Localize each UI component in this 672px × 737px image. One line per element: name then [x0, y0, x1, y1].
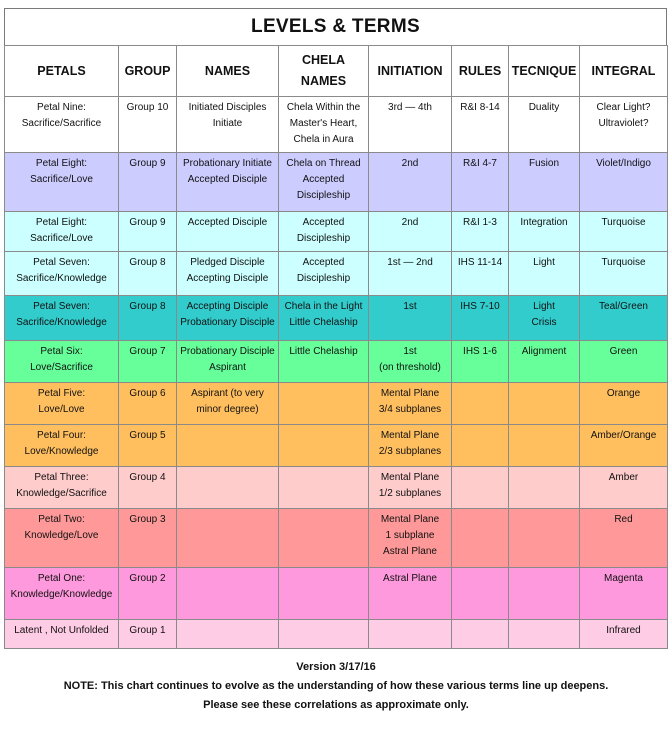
- cell-text: Amber/Orange: [590, 430, 657, 441]
- cell-group: [119, 153, 177, 212]
- cell-group: [119, 467, 177, 509]
- cell-names: [177, 153, 279, 212]
- cell-text: [452, 425, 508, 428]
- cell-rules: [452, 97, 509, 153]
- cell-names: [177, 212, 279, 252]
- cell-text: R&I 8-14: [460, 102, 500, 113]
- footer: [0, 658, 672, 715]
- cell-group: [119, 341, 177, 383]
- cell-group: [119, 568, 177, 620]
- cell-group: [119, 509, 177, 568]
- table-row: [5, 97, 668, 153]
- cell-integral: [580, 568, 668, 620]
- cell-text: Petal Two: Knowledge/Love: [24, 514, 99, 541]
- approx-text: Please see these correlations as approximate only.: [203, 699, 469, 711]
- cell-initiation: [369, 153, 452, 212]
- cell-rules: [452, 341, 509, 383]
- cell-integral: [580, 252, 668, 296]
- cell-tecnique: [509, 568, 580, 620]
- header-row: [5, 46, 668, 97]
- cell-tecnique: [509, 97, 580, 153]
- cell-rules: [452, 620, 509, 649]
- cell-rules: [452, 153, 509, 212]
- cell-text: Violet/Indigo: [596, 158, 651, 169]
- cell-text: [279, 425, 368, 428]
- cell-text: [279, 568, 368, 571]
- cell-rules: [452, 383, 509, 425]
- cell-initiation: [369, 212, 452, 252]
- cell-text: [279, 509, 368, 512]
- cell-integral: [580, 212, 668, 252]
- cell-text: IHS 7-10: [460, 301, 500, 312]
- cell-text: [452, 383, 508, 386]
- cell-group: [119, 212, 177, 252]
- cell-text: Infrared: [606, 625, 641, 636]
- cell-text: Light: [533, 257, 555, 268]
- cell-text: Group 3: [129, 514, 166, 525]
- cell-text: Group 9: [129, 217, 166, 228]
- cell-group: [119, 296, 177, 341]
- cell-tecnique: [509, 153, 580, 212]
- cell-text: Petal Eight: Sacrifice/Love: [30, 217, 93, 244]
- cell-text: [509, 568, 579, 571]
- cell-chela-names: [279, 467, 369, 509]
- cell-text: [509, 383, 579, 386]
- cell-petals: [5, 568, 119, 620]
- cell-petals: [5, 153, 119, 212]
- cell-tecnique: [509, 425, 580, 467]
- cell-text: Petal Five: Love/Love: [37, 388, 86, 415]
- cell-petals: [5, 252, 119, 296]
- cell-group: [119, 252, 177, 296]
- header-integral: INTEGRAL: [580, 46, 668, 97]
- cell-text: [177, 467, 278, 470]
- cell-text: Turquoise: [601, 217, 646, 228]
- cell-text: Turquoise: [601, 257, 646, 268]
- cell-text: Magenta: [604, 573, 643, 584]
- cell-text: Duality: [528, 102, 560, 113]
- cell-text: Mental Plane 3/4 subplanes: [378, 388, 442, 415]
- page-title: LEVELS & TERMS: [4, 8, 667, 46]
- cell-chela-names: [279, 383, 369, 425]
- cell-petals: [5, 425, 119, 467]
- cell-text: Mental Plane 1/2 subplanes: [378, 472, 442, 499]
- cell-tecnique: [509, 252, 580, 296]
- header-chela-names: CHELA NAMES: [279, 46, 369, 97]
- cell-text: Petal Seven: Sacrifice/Knowledge: [16, 301, 107, 328]
- cell-text: 2nd: [401, 217, 419, 228]
- cell-text: Amber: [608, 472, 639, 483]
- cell-text: Pledged Disciple Accepting Disciple: [186, 257, 269, 284]
- table-row: [5, 620, 668, 649]
- cell-group: [119, 620, 177, 649]
- cell-text: [369, 620, 451, 623]
- table-row: [5, 425, 668, 467]
- cell-initiation: [369, 383, 452, 425]
- table-row: [5, 212, 668, 252]
- header-tecnique: TECNIQUE: [509, 46, 580, 97]
- cell-initiation: [369, 620, 452, 649]
- cell-tecnique: [509, 341, 580, 383]
- cell-text: Group 9: [129, 158, 166, 169]
- cell-text: Group 4: [129, 472, 166, 483]
- cell-names: [177, 383, 279, 425]
- cell-text: Aspirant (to very minor degree): [191, 388, 264, 415]
- cell-text: Alignment: [521, 346, 567, 357]
- cell-initiation: [369, 252, 452, 296]
- cell-petals: [5, 341, 119, 383]
- cell-chela-names: [279, 568, 369, 620]
- cell-initiation: [369, 425, 452, 467]
- cell-text: Petal Three: Knowledge/Sacrifice: [16, 472, 107, 499]
- cell-integral: [580, 425, 668, 467]
- cell-text: Group 5: [129, 430, 166, 441]
- note-text: NOTE: This chart continues to evolve as the understanding of how these various terms line up deepens.: [63, 680, 609, 692]
- cell-text: 1st (on threshold): [379, 346, 441, 373]
- table-row: [5, 509, 668, 568]
- cell-text: IHS 11-14: [457, 257, 503, 268]
- cell-text: Accepted Discipleship: [296, 257, 351, 284]
- header-names: NAMES: [177, 46, 279, 97]
- cell-petals: [5, 509, 119, 568]
- cell-text: [509, 467, 579, 470]
- cell-names: [177, 252, 279, 296]
- cell-text: 1st — 2nd: [387, 257, 433, 268]
- cell-initiation: [369, 467, 452, 509]
- cell-text: IHS 1-6: [463, 346, 497, 357]
- cell-rules: [452, 509, 509, 568]
- cell-rules: [452, 296, 509, 341]
- cell-text: Light Crisis: [531, 301, 557, 328]
- cell-chela-names: [279, 620, 369, 649]
- table-row: [5, 467, 668, 509]
- levels-table: [4, 45, 668, 649]
- cell-names: [177, 509, 279, 568]
- cell-text: 1st: [403, 301, 417, 312]
- cell-group: [119, 425, 177, 467]
- cell-text: [452, 568, 508, 571]
- cell-group: [119, 97, 177, 153]
- cell-group: [119, 383, 177, 425]
- cell-text: Petal One: Knowledge/Knowledge: [10, 573, 113, 600]
- cell-rules: [452, 425, 509, 467]
- cell-tecnique: [509, 212, 580, 252]
- cell-text: [177, 425, 278, 428]
- cell-petals: [5, 212, 119, 252]
- cell-integral: [580, 341, 668, 383]
- cell-initiation: [369, 568, 452, 620]
- cell-text: Petal Eight: Sacrifice/Love: [30, 158, 93, 185]
- cell-text: Teal/Green: [599, 301, 648, 312]
- cell-tecnique: [509, 296, 580, 341]
- cell-integral: [580, 620, 668, 649]
- cell-text: Chela Within the Master's Heart, Chela in Aura: [286, 102, 361, 145]
- cell-text: Initiated Disciples Initiate: [188, 102, 267, 129]
- cell-names: [177, 341, 279, 383]
- cell-petals: [5, 97, 119, 153]
- cell-tecnique: [509, 509, 580, 568]
- cell-names: [177, 296, 279, 341]
- table-body: [5, 97, 668, 649]
- cell-petals: [5, 467, 119, 509]
- cell-initiation: [369, 509, 452, 568]
- cell-text: [279, 620, 368, 623]
- table-row: [5, 568, 668, 620]
- cell-text: Accepting Disciple Probationary Disciple: [180, 301, 275, 328]
- cell-text: Petal Four: Love/Knowledge: [24, 430, 99, 457]
- cell-text: Group 2: [129, 573, 166, 584]
- cell-text: Group 8: [129, 257, 166, 268]
- cell-chela-names: [279, 153, 369, 212]
- cell-text: Latent , Not Unfolded: [14, 625, 109, 636]
- cell-text: R&I 4-7: [463, 158, 497, 169]
- table-row: [5, 383, 668, 425]
- cell-integral: [580, 97, 668, 153]
- cell-text: Petal Six: Love/Sacrifice: [30, 346, 93, 373]
- cell-text: Probationary Initiate Accepted Disciple: [183, 158, 272, 185]
- cell-integral: [580, 509, 668, 568]
- cell-chela-names: [279, 296, 369, 341]
- cell-text: Clear Light? Ultraviolet?: [596, 102, 651, 129]
- cell-text: [509, 509, 579, 512]
- cell-names: [177, 467, 279, 509]
- cell-text: [509, 620, 579, 623]
- cell-rules: [452, 212, 509, 252]
- cell-text: 2nd: [401, 158, 419, 169]
- cell-petals: [5, 383, 119, 425]
- cell-text: [452, 467, 508, 470]
- cell-integral: [580, 383, 668, 425]
- cell-text: [279, 383, 368, 386]
- cell-chela-names: [279, 341, 369, 383]
- cell-text: Group 7: [129, 346, 166, 357]
- header-group: GROUP: [119, 46, 177, 97]
- table-row: [5, 252, 668, 296]
- table-row: [5, 341, 668, 383]
- cell-tecnique: [509, 383, 580, 425]
- header-initiation: INITIATION: [369, 46, 452, 97]
- cell-text: Mental Plane 2/3 subplanes: [378, 430, 442, 457]
- cell-tecnique: [509, 620, 580, 649]
- cell-text: Integration: [520, 217, 568, 228]
- cell-text: [509, 425, 579, 428]
- cell-text: Probationary Disciple Aspirant: [180, 346, 275, 373]
- cell-rules: [452, 467, 509, 509]
- cell-names: [177, 568, 279, 620]
- cell-text: Mental Plane 1 subplane Astral Plane: [380, 514, 440, 557]
- cell-integral: [580, 153, 668, 212]
- cell-text: Group 1: [129, 625, 166, 636]
- cell-text: Chela in the Light Little Chelaship: [284, 301, 363, 328]
- cell-names: [177, 97, 279, 153]
- cell-text: Accepted Discipleship: [296, 217, 351, 244]
- cell-petals: [5, 296, 119, 341]
- cell-chela-names: [279, 97, 369, 153]
- version-text: Version 3/17/16: [296, 661, 376, 673]
- cell-text: Petal Seven: Sacrifice/Knowledge: [16, 257, 107, 284]
- cell-text: Petal Nine: Sacrifice/Sacrifice: [21, 102, 102, 129]
- cell-text: Accepted Disciple: [187, 217, 268, 228]
- cell-text: [279, 467, 368, 470]
- cell-text: [452, 509, 508, 512]
- table-row: [5, 296, 668, 341]
- cell-text: Little Chelaship: [289, 346, 358, 357]
- cell-integral: [580, 296, 668, 341]
- cell-names: [177, 620, 279, 649]
- cell-chela-names: [279, 212, 369, 252]
- cell-text: [177, 509, 278, 512]
- cell-initiation: [369, 296, 452, 341]
- cell-tecnique: [509, 467, 580, 509]
- cell-rules: [452, 252, 509, 296]
- cell-text: Group 10: [126, 102, 169, 113]
- cell-names: [177, 425, 279, 467]
- cell-text: Fusion: [528, 158, 559, 169]
- cell-text: Group 6: [129, 388, 166, 399]
- cell-integral: [580, 467, 668, 509]
- cell-text: Astral Plane: [383, 573, 437, 584]
- cell-text: Red: [614, 514, 633, 525]
- cell-chela-names: [279, 425, 369, 467]
- cell-text: 3rd — 4th: [388, 102, 432, 113]
- header-petals: PETALS: [5, 46, 119, 97]
- header-rules: RULES: [452, 46, 509, 97]
- cell-text: Green: [609, 346, 638, 357]
- cell-text: [452, 620, 508, 623]
- cell-rules: [452, 568, 509, 620]
- cell-chela-names: [279, 252, 369, 296]
- cell-text: Chela on Thread Accepted Discipleship: [286, 158, 361, 201]
- cell-text: R&I 1-3: [463, 217, 497, 228]
- cell-initiation: [369, 97, 452, 153]
- cell-text: [177, 568, 278, 571]
- cell-chela-names: [279, 509, 369, 568]
- cell-initiation: [369, 341, 452, 383]
- cell-petals: [5, 620, 119, 649]
- cell-text: Group 8: [129, 301, 166, 312]
- table-row: [5, 153, 668, 212]
- cell-text: Orange: [606, 388, 641, 399]
- cell-text: [177, 620, 278, 623]
